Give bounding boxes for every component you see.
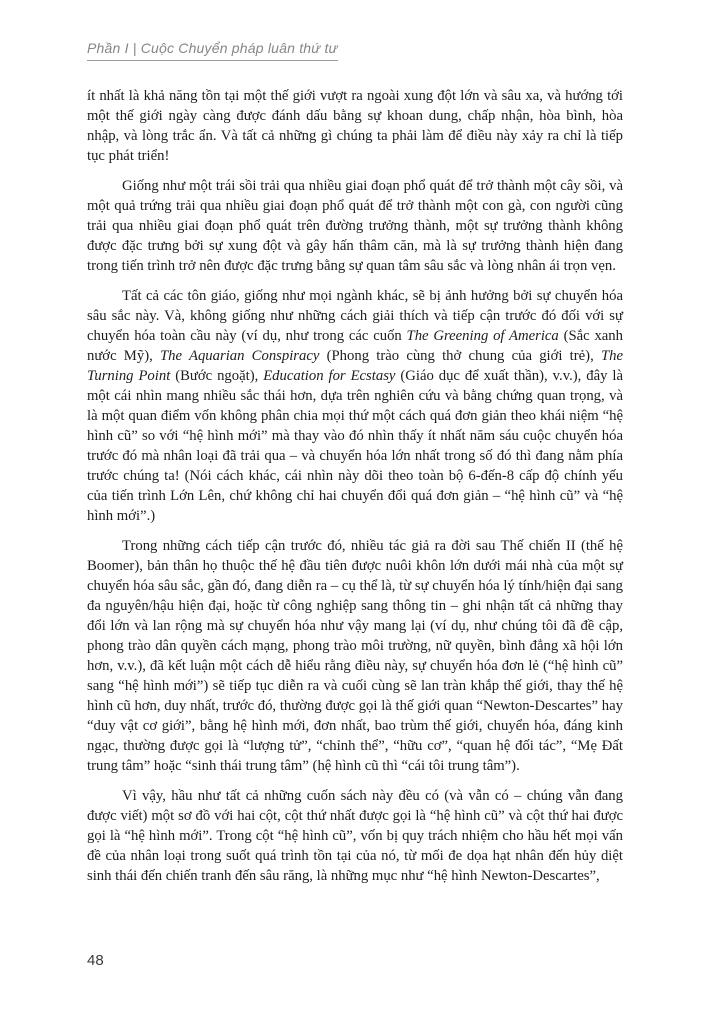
paragraph [87,536,623,776]
text-run: (Phong trào cùng thở chung của giới trẻ), [319,348,601,364]
running-header: Phần I | Cuộc Chuyển pháp luân thứ tư [87,40,338,61]
text-run: (Bước ngoặt), [170,368,264,384]
text-run: Tất cả các tôn giáo, giống như mọi ngành khác, sẽ bị ảnh hưởng bởi sự chuyển hóa sâu sắc này. Và, không giống như những cách giải thích và tiếp cận trước đó đối với sự chuyển hóa toàn cầu này (ví dụ, như trong các cuốn [87,288,623,344]
text-run: ít nhất là khả năng tồn tại một thế giới vượt ra ngoài xung đột lớn và sâu xa, và hướng tới một thế giới ngày càng được đánh dấu bằng sự khoan dung, chấp nhận, hòa bình, hòa nhập, và lòng trắc ẩn. Và tất cả những gì chúng ta phải làm để điều này xảy ra chỉ là tiếp tục phát triển! [87,88,623,164]
book-title-italic: Education for Ecstasy [263,368,396,384]
text-run: (Sắc xanh nước Mỹ), [87,328,623,364]
book-title-italic: The Greening of America [406,328,559,344]
paragraph [87,286,623,526]
text-run: Giống như một trái sồi trải qua nhiều giai đoạn phổ quát để trở thành một cây sồi, và một quả trứng trải qua nhiều giai đoạn phổ quát để trở thành một con gà, con người cũng trải qua nhiều giai đoạn phổ quát trên đường trưởng thành, một sự trưởng thành không được đặc trưng bởi sự xung đột và gây hấn thâm căn, mà là sự trưởng thành hiện đang trong tiến trình trở nên được đặc trưng bằng sự quan tâm sâu sắc và lòng nhân ái trọn vẹn. [87,178,623,274]
text-run: (Giáo dục để xuất thần), v.v.), đây là một cái nhìn mang nhiều sắc thái hơn, dựa trên nghiên cứu và bằng chứng quan trọng, và là một quan điểm vốn không phân chia mọi thứ một cách quá đơn giản theo khái niệm “hệ hình cũ” so với “hệ hình mới” mà thay vào đó nhìn thấy ít nhất năm sáu cuộc chuyển hóa trước đó mà nhân loại đã trải qua – và chuyển hóa lớn nhất trong số đó thì đang nằm phía trước chúng ta! (Nói cách khác, cái nhìn này dõi theo toàn bộ 6-đến-8 cấp độ chính yếu của tiến trình Lớn Lên, chứ không chỉ hai chuyển đổi quá đơn giản – “hệ hình cũ” và “hệ hình mới”.) [87,368,623,524]
paragraph [87,786,623,886]
book-title-italic: The Turning Point [87,348,623,384]
content [87,86,623,896]
text-run: Trong những cách tiếp cận trước đó, nhiều tác giả ra đời sau Thế chiến II (thế hệ Boomer), bản thân họ thuộc thế hệ đầu tiên được nuôi khôn lớn dưới mái nhà của một sự chuyển hóa sâu sắc, gần đó, đang diễn ra – cụ thể là, từ sự chuyển hóa lý tính/hiện đại sang đa nguyên/hậu hiện đại, hoặc từ công nghiệp sang thông tin – ghi nhận tất cả những thay đổi lớn và lan rộng mà sự chuyển hóa như vậy mang lại (ví dụ, như chúng tôi đã đề cập, phong trào dân quyền cách mạng, phong trào môi trường, nữ quyền, bình đẳng xã hội lớn hơn, v.v.), đã kết luận một cách dễ hiểu rằng điều này, sự chuyển hóa đơn lẻ (“hệ hình cũ” sang “hệ hình mới”) sẽ tiếp tục diễn ra và cuối cùng sẽ lan tràn khắp thế giới, thay thế hệ hình cũ hơn, duy nhất, trước đó, thường được gọi là thế giới quan “Newton-Descartes” hay “duy vật cơ giới”, bằng hệ hình mới, đơn nhất, bao trùm thế giới, chuyển hóa, đáng kinh ngạc, thường được gọi là “lượng tử”, “chỉnh thể”, “hữu cơ”, “quan hệ đối tác”, “Mẹ Đất trung tâm” hoặc “sinh thái trung tâm” (hệ hình cũ thì “cái tôi trung tâm”). [87,538,623,774]
book-title-italic: The Aquarian Conspiracy [160,348,320,364]
text-run: Vì vậy, hầu như tất cả những cuốn sách này đều có (và vẫn có – chúng vẫn đang được viết) một sơ đồ với hai cột, cột thứ nhất được gọi là “hệ hình cũ” và cột thứ hai được gọi là “hệ hình mới”. Trong cột “hệ hình cũ”, vốn bị quy trách nhiệm cho hầu hết mọi vấn đề của nhân loại trong suốt quá trình tồn tại của nó, từ mối đe dọa hạt nhân đến hủy diệt sinh thái đến chiến tranh đến sâu răng, là những mục như “hệ hình Newton-Descartes”, [87,788,623,884]
page-number: 48 [87,952,104,969]
paragraph [87,86,623,166]
paragraph [87,176,623,276]
